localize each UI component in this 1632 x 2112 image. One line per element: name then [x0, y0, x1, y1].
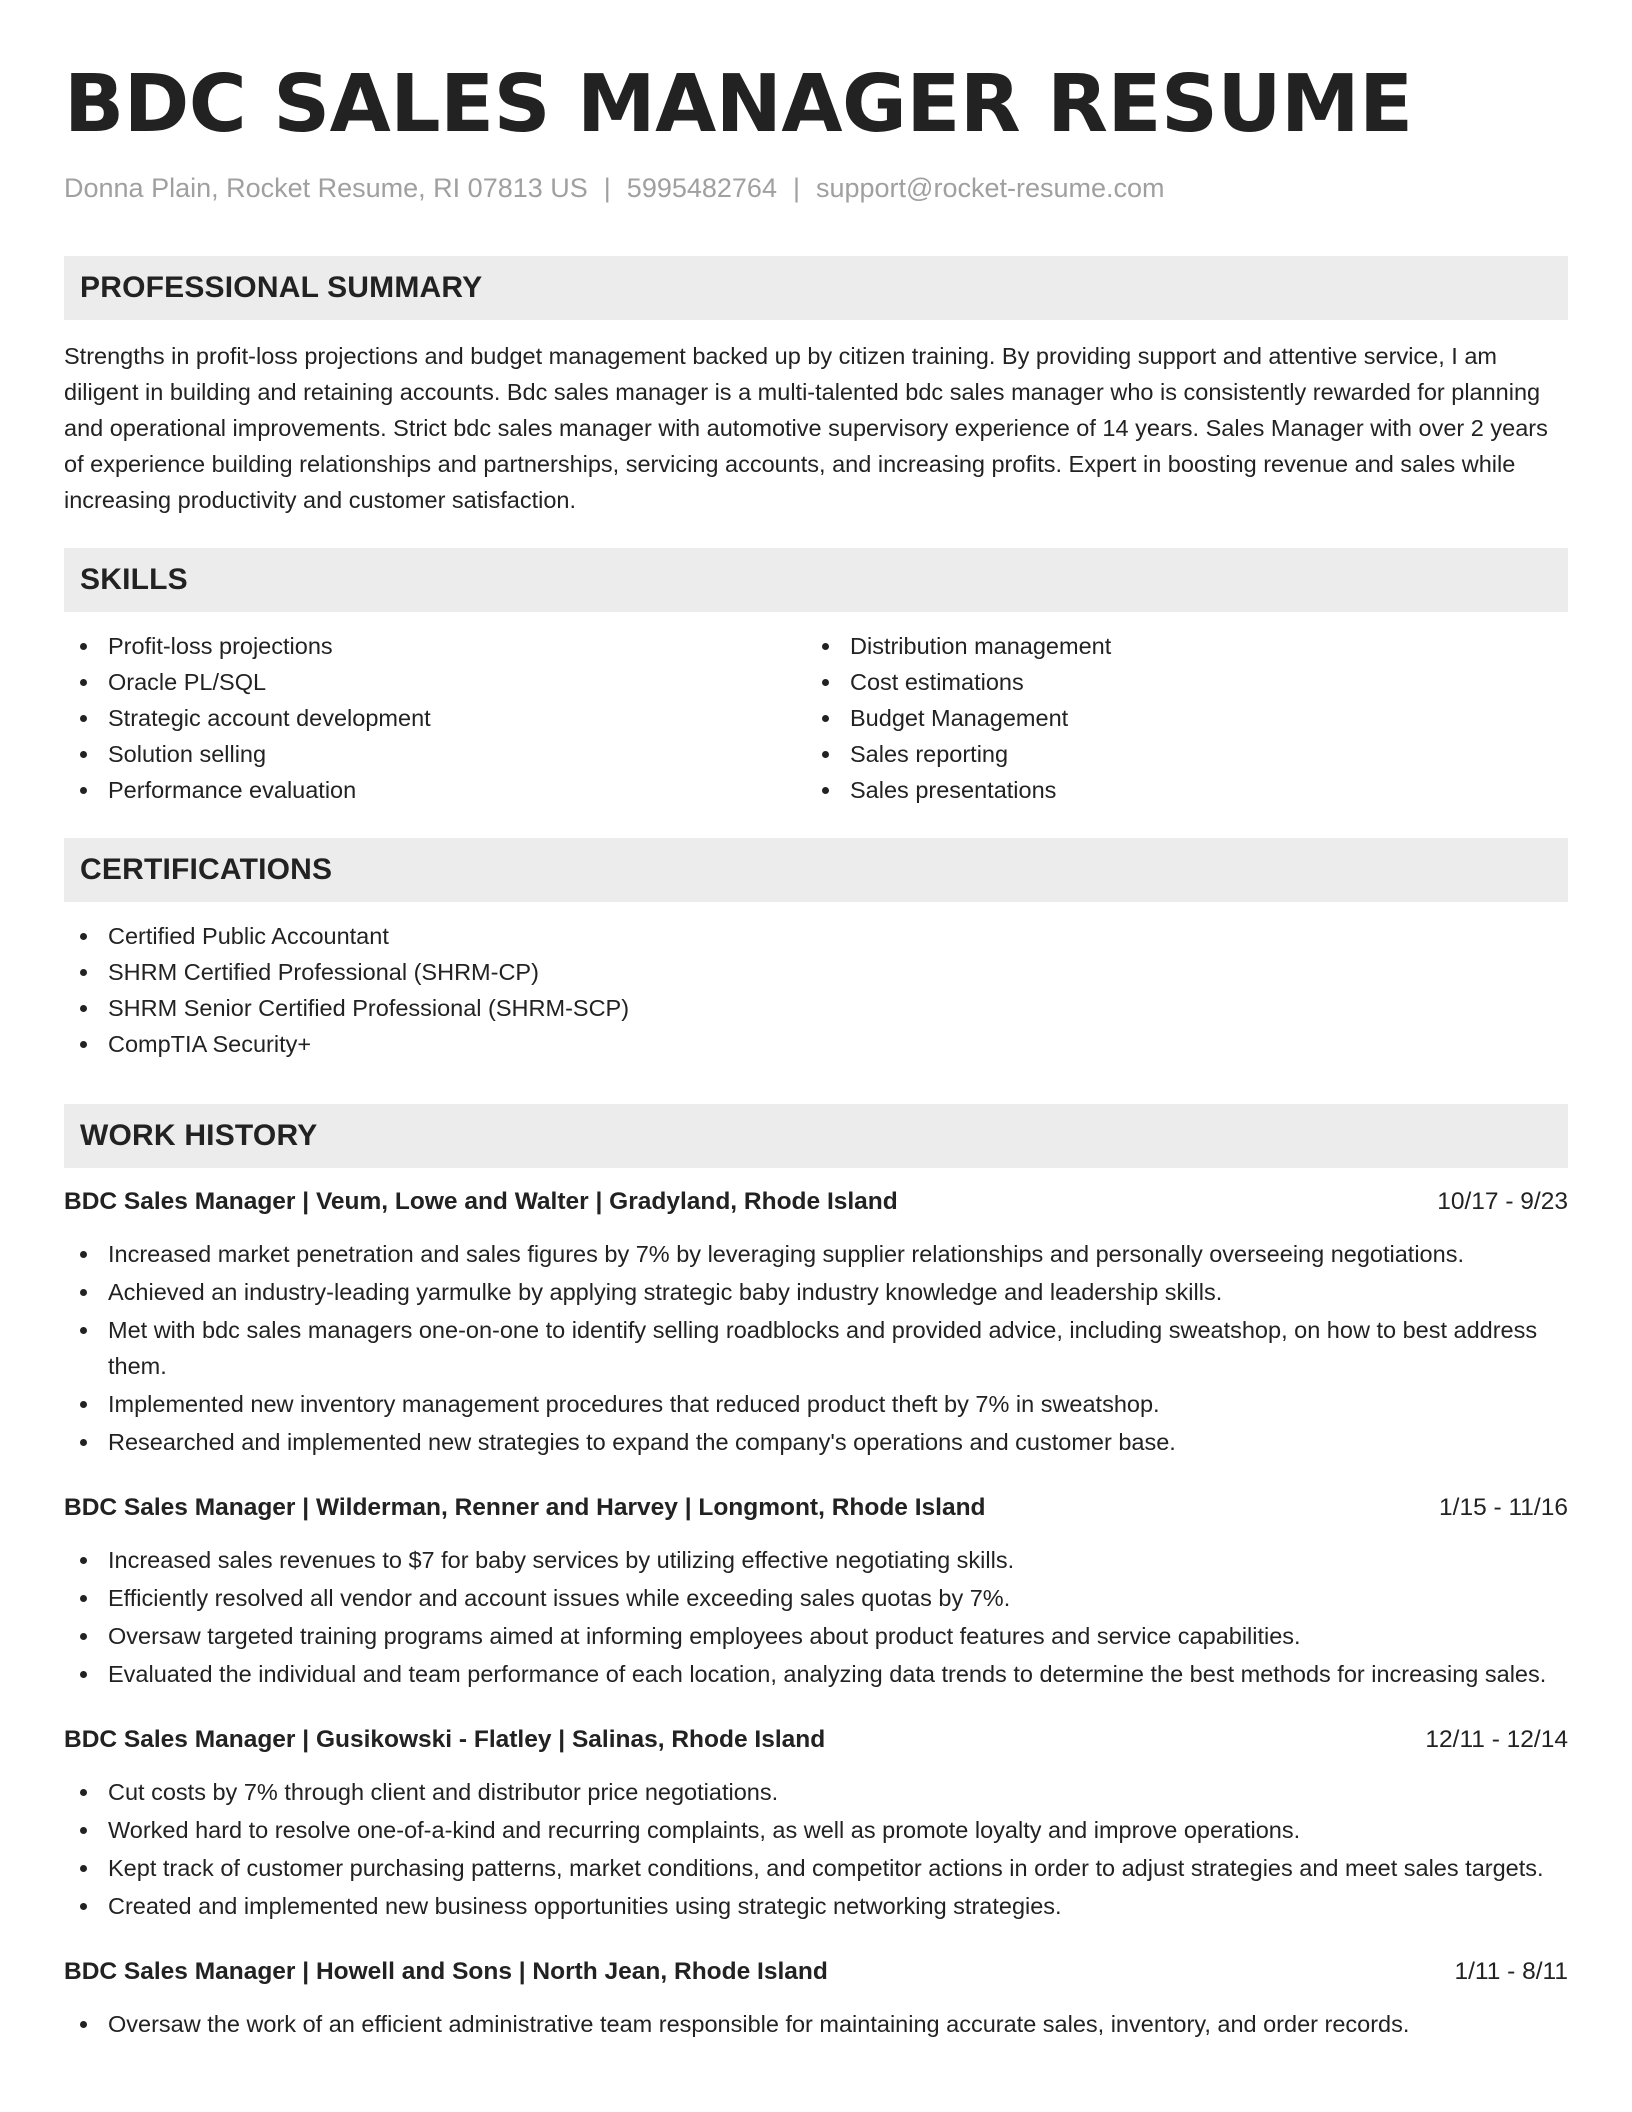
job-bullet: Kept track of customer purchasing patterns, market conditions, and competitor actions in order to adjust strategies and meet sales targets. [64, 1850, 1568, 1886]
certification-item: CompTIA Security+ [64, 1026, 1568, 1062]
job-dates: 10/17 - 9/23 [1437, 1188, 1568, 1215]
skills-column-left [64, 628, 806, 808]
skills-heading: SKILLS [64, 548, 1568, 612]
job-bullet: Increased market penetration and sales figures by 7% by leveraging supplier relationships and personally overseeing negotiations. [64, 1236, 1568, 1272]
job-dates: 1/11 - 8/11 [1454, 1958, 1568, 1985]
skill-item: Strategic account development [64, 700, 806, 736]
resume-page [64, 0, 1568, 2044]
job-bullets [64, 1774, 1568, 1924]
job-bullet: Increased sales revenues to $7 for baby services by utilizing effective negotiating skills. [64, 1542, 1568, 1578]
contact-phone: 5995482764 [626, 173, 777, 203]
contact-address: Donna Plain, Rocket Resume, RI 07813 US [64, 173, 588, 203]
skill-item: Sales presentations [806, 772, 1548, 808]
job-title: BDC Sales Manager | Gusikowski - Flatley | Salinas, Rhode Island [64, 1726, 826, 1753]
resume-title: BDC SALES MANAGER RESUME [64, 58, 1413, 150]
job-bullet: Cut costs by 7% through client and distributor price negotiations. [64, 1774, 1568, 1810]
job-dates: 1/15 - 11/16 [1439, 1494, 1568, 1521]
skills-column-right [806, 628, 1548, 808]
job-entry [64, 1954, 1568, 2042]
certifications-heading: CERTIFICATIONS [64, 838, 1568, 902]
job-bullets [64, 2006, 1568, 2042]
job-bullet: Evaluated the individual and team performance of each location, analyzing data trends to determine the best methods for increasing sales. [64, 1656, 1568, 1692]
job-dates: 12/11 - 12/14 [1425, 1726, 1568, 1753]
job-title: BDC Sales Manager | Veum, Lowe and Walter | Gradyland, Rhode Island [64, 1188, 898, 1215]
job-bullet: Worked hard to resolve one-of-a-kind and recurring complaints, as well as promote loyalty and improve operations. [64, 1812, 1568, 1848]
contact-separator: | [603, 173, 611, 203]
certification-item: SHRM Senior Certified Professional (SHRM-SCP) [64, 990, 1568, 1026]
job-bullet: Achieved an industry-leading yarmulke by applying strategic baby industry knowledge and leadership skills. [64, 1274, 1568, 1310]
skill-item: Oracle PL/SQL [64, 664, 806, 700]
contact-line [64, 170, 1568, 206]
job-entry [64, 1184, 1568, 1460]
certification-item: SHRM Certified Professional (SHRM-CP) [64, 954, 1568, 990]
certifications-list [64, 918, 1568, 1062]
job-bullets [64, 1542, 1568, 1692]
job-bullets [64, 1236, 1568, 1460]
summary-heading: PROFESSIONAL SUMMARY [64, 256, 1568, 320]
job-header [64, 1490, 1568, 1526]
certification-item: Certified Public Accountant [64, 918, 1568, 954]
job-bullet: Created and implemented new business opportunities using strategic networking strategies. [64, 1888, 1568, 1924]
job-header [64, 1184, 1568, 1220]
job-bullet: Oversaw targeted training programs aimed at informing employees about product features and service capabilities. [64, 1618, 1568, 1654]
skill-item: Cost estimations [806, 664, 1548, 700]
job-bullet: Researched and implemented new strategies to expand the company's operations and customer base. [64, 1424, 1568, 1460]
skill-item: Solution selling [64, 736, 806, 772]
skill-item: Profit-loss projections [64, 628, 806, 664]
skill-item: Performance evaluation [64, 772, 806, 808]
job-header [64, 1954, 1568, 1990]
job-title: BDC Sales Manager | Howell and Sons | North Jean, Rhode Island [64, 1958, 828, 1985]
skills-grid [64, 628, 1568, 808]
job-bullet: Implemented new inventory management procedures that reduced product theft by 7% in sweatshop. [64, 1386, 1568, 1422]
contact-email: support@rocket-resume.com [815, 173, 1165, 203]
job-entry [64, 1490, 1568, 1692]
job-bullet: Met with bdc sales managers one-on-one to identify selling roadblocks and provided advice, including sweatshop, on how to best address them. [64, 1312, 1568, 1384]
summary-text: Strengths in profit-loss projections and budget management backed up by citizen training. By providing support and attentive service, I am diligent in building and retaining accounts. Bdc sales manager is a multi-talented bdc sales manager who is consistently rewarded for planning and operational improvements. Strict bdc sales manager with automotive supervisory experience of 14 years. Sales Manager with over 2 years of experience building relationships and partnerships, servicing accounts, and increasing profits. Expert in boosting revenue and sales while increasing productivity and customer satisfaction. [64, 343, 1548, 513]
job-title: BDC Sales Manager | Wilderman, Renner and Harvey | Longmont, Rhode Island [64, 1494, 986, 1521]
skill-item: Budget Management [806, 700, 1548, 736]
job-bullet: Efficiently resolved all vendor and account issues while exceeding sales quotas by 7%. [64, 1580, 1568, 1616]
job-header [64, 1722, 1568, 1758]
contact-separator: | [792, 173, 800, 203]
job-entry [64, 1722, 1568, 1924]
work-history-heading: WORK HISTORY [64, 1104, 1568, 1168]
skill-item: Sales reporting [806, 736, 1548, 772]
job-bullet: Oversaw the work of an efficient administrative team responsible for maintaining accurate sales, inventory, and order records. [64, 2006, 1568, 2042]
skill-item: Distribution management [806, 628, 1548, 664]
